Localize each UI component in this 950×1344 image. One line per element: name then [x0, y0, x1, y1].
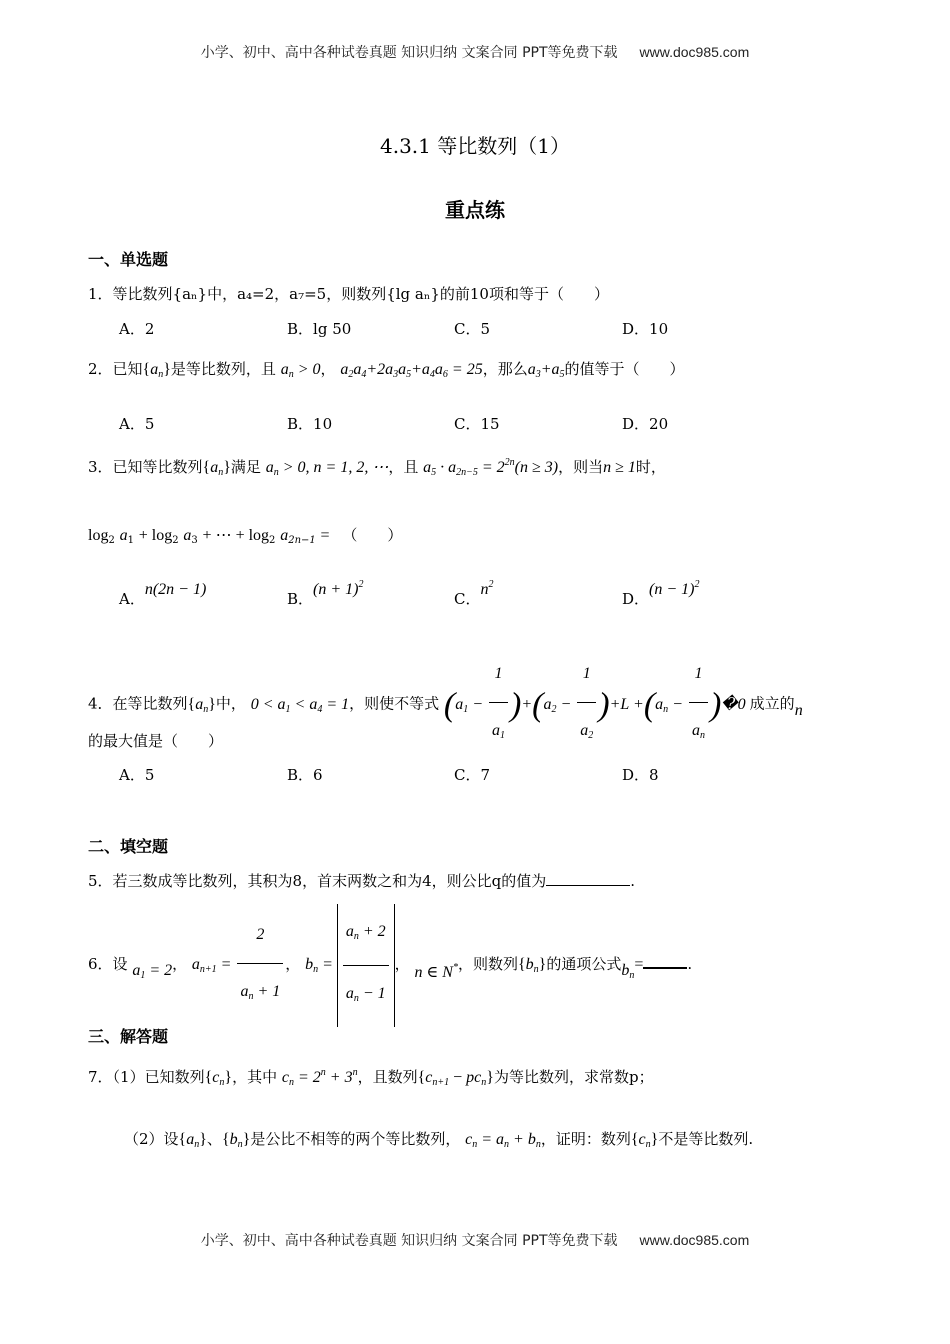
- q1-option-b: B．lg 50: [287, 320, 352, 338]
- q4-line-2: 的最大值是（ ）: [88, 732, 224, 750]
- q7-sequence-cn: $\{c_n\}$: [204, 1069, 233, 1088]
- q3-option-c: C．$n^2$: [454, 579, 494, 608]
- q2-option-d: D．20: [622, 415, 669, 433]
- header-url[interactable]: www.doc985.com: [639, 44, 750, 60]
- q6-domain: n ∈ N*: [414, 962, 458, 982]
- header-text: 小学、初中、高中各种试卷真题 知识归纳 文案合同 PPT等免费下载: [200, 45, 618, 61]
- page-subtitle: 重点练: [445, 198, 505, 222]
- q6-answer-blank[interactable]: [643, 955, 687, 969]
- q3-equation: $a_5 \cdot a_{2n-5} = 2^{2n}(n \ge 3)$: [423, 457, 559, 478]
- q2-option-b: B．10: [287, 415, 333, 433]
- q2-condition: $a_n > 0$: [280, 361, 321, 380]
- section-heading-fill-in: 二、填空题: [88, 837, 169, 856]
- footer-text: 小学、初中、高中各种试卷真题 知识归纳 文案合同 PPT等免费下载: [200, 1233, 618, 1249]
- question-2: 2．已知$\{a_n\}$是等比数列，且 $a_n > 0$， $a_2a_4+2a_3a_5+a_4a_6 = 25$，那么$a_3+a_5$的值等于（ ）: [88, 360, 685, 380]
- q3-sequence-an: $\{a_n\}$: [202, 459, 231, 478]
- q2-equation: $a_2a_4+2a_3a_5+a_4a_6 = 25$: [340, 361, 483, 380]
- question-4: 4．在等比数列$\{a_n\}$中， $0 < a_1 < a_4 = 1$，则使不等式 ($a_1$ − $\frac{1}{a_1}$ )$+(a_2$ − $\frac{1}{a_2}$ )$+L +(a_n$ − $\frac{1}{a_n}$ )�0 成立的n: [88, 646, 803, 764]
- q4-sequence-an: $\{a_n\}$: [187, 695, 216, 715]
- page-title: 4.3.1 等比数列（1）: [380, 134, 570, 158]
- q2-option-a: A．5: [119, 415, 155, 433]
- question-3: 3．已知等比数列$\{a_n\}$满足 $a_n > 0$, n = 1, 2, ⋯，且 $a_5 \cdot a_{2n-5} = 2^{2n}(n \ge 3)$，则当n ≥ 1时，: [88, 457, 666, 478]
- q7-sequence-cn1-pcn: $\{c_{n+1} - pc_n\}$: [417, 1069, 494, 1088]
- q6-recurrence: $a_{n+1}$ = $\frac{2}{a_n + 1}$: [192, 956, 285, 973]
- q7-sequence-bn: $\{b_n\}$: [221, 1131, 251, 1150]
- q7-cn-sum: $c_n = a_n + b_n$: [465, 1131, 541, 1150]
- question-5: 5．若三数成等比数列，其积为8，首末两数之和为4，则公比q的值为 .: [88, 872, 636, 890]
- question-1: 1．等比数列{aₙ}中，a₄=2，a₇=5，则数列{lg aₙ}的前10项和等于（ ）: [88, 285, 609, 303]
- q5-answer-blank[interactable]: [546, 871, 630, 886]
- question-7-part-1: 7．（1）已知数列$\{c_n\}$，其中 $c_n = 2^n + 3^n$，且数列$\{c_{n+1} - pc_n\}$为等比数列，求常数p；: [88, 1067, 654, 1088]
- footer-url[interactable]: www.doc985.com: [639, 1232, 750, 1248]
- q1-option-c: C．5: [454, 320, 491, 338]
- q4-option-a: A．5: [119, 766, 155, 784]
- q3-option-a: A．n(2n − 1): [119, 581, 207, 608]
- q7-sequence-an: $\{a_n\}$: [178, 1131, 207, 1150]
- q3-condition: $a_n > 0$, n = 1, 2, ⋯: [265, 459, 389, 478]
- q1-option-a: A．2: [119, 320, 155, 338]
- q1-option-d: D．10: [622, 320, 669, 338]
- q2-sequence-an: $\{a_n\}$: [142, 361, 171, 380]
- section-heading-single-choice: 一、单选题: [88, 250, 169, 269]
- page-header: [0, 42, 950, 62]
- q4-option-c: C．7: [454, 766, 491, 784]
- q6-a1: $a_1 = 2$: [132, 962, 173, 982]
- q2-option-c: C．15: [454, 415, 500, 433]
- q3-log-expression: $\log_2 a_1 + \log_2 a_3$ + ⋯ + $\log_2 a_{2n-1}$ = （ ）: [88, 526, 403, 546]
- q3-option-b: B．$(n + 1)^2$: [287, 579, 364, 608]
- q4-option-d: D．8: [622, 766, 659, 784]
- q2-target: $a_3+a_5$: [527, 361, 565, 380]
- q4-option-b: B．6: [287, 766, 323, 784]
- q7-sequence-cn-2: $\{c_n\}$: [630, 1131, 659, 1150]
- section-heading-solutions: 三、解答题: [88, 1027, 169, 1046]
- q7-cn-formula: $c_n = 2^n + 3^n$: [281, 1067, 358, 1088]
- q3-n-ge-1: n ≥ 1: [603, 459, 636, 476]
- q6-sequence-bn: $\{b_n\}$: [517, 956, 547, 976]
- q4-inequality: ($a_1$ − $\frac{1}{a_1}$ )$+(a_2$ − $\frac{1}{a_2}$ )$+L +(a_n$ − $\frac{1}{a_n}$ )�0: [444, 696, 750, 713]
- q4-condition: $0 < a_1 < a_4 = 1$: [250, 695, 350, 715]
- q6-bn: $b_n$ = $\frac{a_n + 2}{a_n - 1}$: [305, 956, 395, 973]
- page-footer: [0, 1230, 950, 1250]
- q3-option-d: D．$(n - 1)^2$: [622, 579, 700, 608]
- question-7-part-2: （2）设$\{a_n\}$、$\{b_n\}$是公比不相等的两个等比数列， $c_n = a_n + b_n$，证明：数列$\{c_n\}$不是等比数列.: [124, 1130, 754, 1150]
- question-6: 6．设 $a_1 = 2$， $a_{n+1}$ = $\frac{2}{a_n + 1}$ ， $b_n$ = $\frac{a_n + 2}{a_n - 1}$ ， n ∈ N*，则数列$\{b_n\}$的通项公式$b_n=$ .: [88, 904, 692, 1027]
